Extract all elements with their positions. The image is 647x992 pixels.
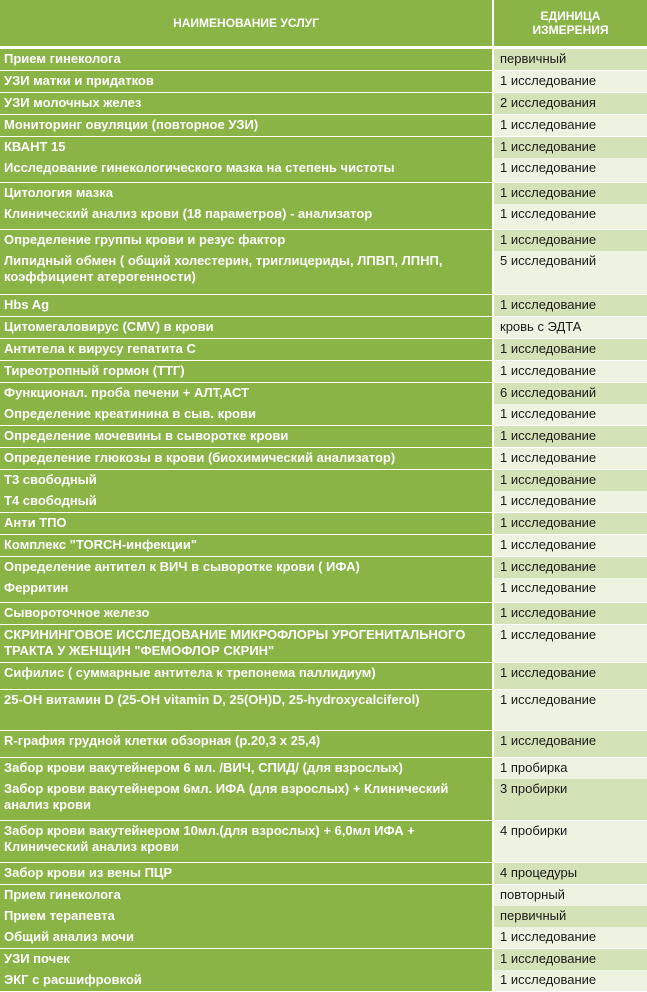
service-unit: 1 исследование [494, 448, 647, 470]
service-unit: кровь с ЭДТА [494, 317, 647, 339]
table-body [0, 49, 647, 992]
table-row [0, 137, 647, 158]
service-unit: 1 исследование [494, 970, 647, 992]
service-name: Ферритин [0, 578, 494, 603]
table-row [0, 625, 647, 663]
service-unit: 1 исследование [494, 183, 647, 204]
service-name: УЗИ почек [0, 949, 494, 970]
service-name: Прием терапевта [0, 906, 494, 927]
service-unit: 1 исследование [494, 137, 647, 158]
table-row [0, 183, 647, 204]
service-unit: первичный [494, 906, 647, 927]
service-unit: 5 исследований [494, 251, 647, 295]
service-name: Определение группы крови и резус фактор [0, 230, 494, 251]
service-name: КВАНТ 15 [0, 137, 494, 158]
service-unit: 2 исследования [494, 93, 647, 115]
table-row [0, 491, 647, 513]
service-name: Т4 свободный [0, 491, 494, 513]
service-unit: 1 исследование [494, 949, 647, 970]
service-name: Hbs Ag [0, 295, 494, 317]
table-row [0, 115, 647, 137]
service-name: Забор крови вакутейнером 10мл.(для взрослых) + 6,0мл ИФА + Клинический анализ крови [0, 821, 494, 863]
table-row [0, 535, 647, 557]
table-row [0, 603, 647, 625]
service-name: Сывороточное железо [0, 603, 494, 625]
service-name: Антитела к вирусу гепатита С [0, 339, 494, 361]
service-unit: 1 исследование [494, 690, 647, 731]
service-name: УЗИ матки и придатков [0, 71, 494, 93]
header-unit-line2: ИЗМЕРЕНИЯ [532, 23, 609, 37]
service-name: Общий анализ мочи [0, 927, 494, 949]
service-name: Анти ТПО [0, 513, 494, 535]
service-name: Забор крови вакутейнером 6 мл. /ВИЧ, СПИД/ (для взрослых) [0, 758, 494, 779]
service-unit: 1 исследование [494, 158, 647, 183]
service-name: Исследование гинекологического мазка на степень чистоты [0, 158, 494, 183]
table-row [0, 317, 647, 339]
table-row [0, 758, 647, 779]
service-name: ЭКГ с расшифровкой [0, 970, 494, 992]
table-row [0, 927, 647, 949]
header-services: НАИМЕНОВАНИЕ УСЛУГ [0, 0, 494, 49]
table-header-row [0, 0, 647, 49]
service-name: Прием гинеколога [0, 49, 494, 71]
table-row [0, 383, 647, 404]
service-unit: повторный [494, 885, 647, 906]
service-name: Определение мочевины в сыворотке крови [0, 426, 494, 448]
service-unit: 1 исследование [494, 230, 647, 251]
table-row [0, 885, 647, 906]
service-unit: 3 пробирки [494, 779, 647, 821]
service-unit: 1 исследование [494, 361, 647, 383]
table-row [0, 339, 647, 361]
service-name: Забор крови из вены ПЦР [0, 863, 494, 885]
service-unit: 1 исследование [494, 663, 647, 690]
service-unit: 4 процедуры [494, 863, 647, 885]
service-unit: 1 исследование [494, 578, 647, 603]
table-row [0, 426, 647, 448]
service-unit: первичный [494, 49, 647, 71]
table-row [0, 863, 647, 885]
table-row [0, 906, 647, 927]
service-name: Комплекс "TORCH-инфекции" [0, 535, 494, 557]
table-row [0, 361, 647, 383]
table-row [0, 690, 647, 731]
service-name: Прием гинеколога [0, 885, 494, 906]
service-name: Функционал. проба печени + АЛТ,АСТ [0, 383, 494, 404]
service-unit: 4 пробирки [494, 821, 647, 863]
table-row [0, 93, 647, 115]
service-name: СКРИНИНГОВОЕ ИССЛЕДОВАНИЕ МИКРОФЛОРЫ УРОГЕНИТАЛЬНОГО ТРАКТА У ЖЕНЩИН "ФЕМОФЛОР СКРИН" [0, 625, 494, 663]
service-unit: 1 исследование [494, 927, 647, 949]
table-row [0, 779, 647, 821]
service-unit: 1 исследование [494, 491, 647, 513]
service-unit: 1 исследование [494, 470, 647, 491]
service-unit: 1 исследование [494, 426, 647, 448]
table-row [0, 49, 647, 71]
table-row [0, 731, 647, 758]
table-row [0, 204, 647, 230]
service-unit: 1 исследование [494, 557, 647, 578]
service-name: Цитология мазка [0, 183, 494, 204]
service-name: Мониторинг овуляции (повторное УЗИ) [0, 115, 494, 137]
table-row [0, 295, 647, 317]
service-name: Определение антител к ВИЧ в сыворотке крови ( ИФА) [0, 557, 494, 578]
service-unit: 1 исследование [494, 603, 647, 625]
service-unit: 1 исследование [494, 339, 647, 361]
service-unit: 1 исследование [494, 625, 647, 663]
service-unit: 1 исследование [494, 513, 647, 535]
service-name: Цитомегаловирус (CMV) в крови [0, 317, 494, 339]
service-unit: 1 исследование [494, 204, 647, 230]
table-row [0, 513, 647, 535]
table-row [0, 230, 647, 251]
table-row [0, 970, 647, 992]
service-name: Т3 свободный [0, 470, 494, 491]
service-unit: 1 исследование [494, 115, 647, 137]
service-name: УЗИ молочных желез [0, 93, 494, 115]
service-name: Определение креатинина в сыв. крови [0, 404, 494, 426]
service-unit: 1 исследование [494, 404, 647, 426]
service-name: Тиреотропный гормон (ТТГ) [0, 361, 494, 383]
table-row [0, 821, 647, 863]
service-unit: 1 исследование [494, 731, 647, 758]
service-name: Определение глюкозы в крови (биохимический анализатор) [0, 448, 494, 470]
service-name: Клинический анализ крови (18 параметров) - анализатор [0, 204, 494, 230]
table-row [0, 470, 647, 491]
table-row [0, 71, 647, 93]
service-unit: 1 пробирка [494, 758, 647, 779]
table-row [0, 557, 647, 578]
table-row [0, 578, 647, 603]
service-name: Сифилис ( суммарные антитела к трепонема паллидиум) [0, 663, 494, 690]
header-unit [494, 0, 647, 49]
service-unit: 1 исследование [494, 535, 647, 557]
table-row [0, 448, 647, 470]
service-unit: 1 исследование [494, 295, 647, 317]
header-unit-line1: ЕДИНИЦА [540, 9, 601, 23]
service-name: Липидный обмен ( общий холестерин, триглицериды, ЛПВП, ЛПНП, коэффициент атерогенности) [0, 251, 494, 295]
service-unit: 1 исследование [494, 71, 647, 93]
service-name: 25-ОН витамин D (25-OH vitamin D, 25(OH)D, 25-hydroxycalciferol) [0, 690, 494, 731]
table-row [0, 663, 647, 690]
table-row [0, 404, 647, 426]
service-name: Забор крови вакутейнером 6мл. ИФА (для взрослых) + Клинический анализ крови [0, 779, 494, 821]
table-row [0, 949, 647, 970]
table-row [0, 158, 647, 183]
service-unit: 6 исследований [494, 383, 647, 404]
service-name: R-графия грудной клетки обзорная (р.20,3 х 25,4) [0, 731, 494, 758]
table-row [0, 251, 647, 295]
